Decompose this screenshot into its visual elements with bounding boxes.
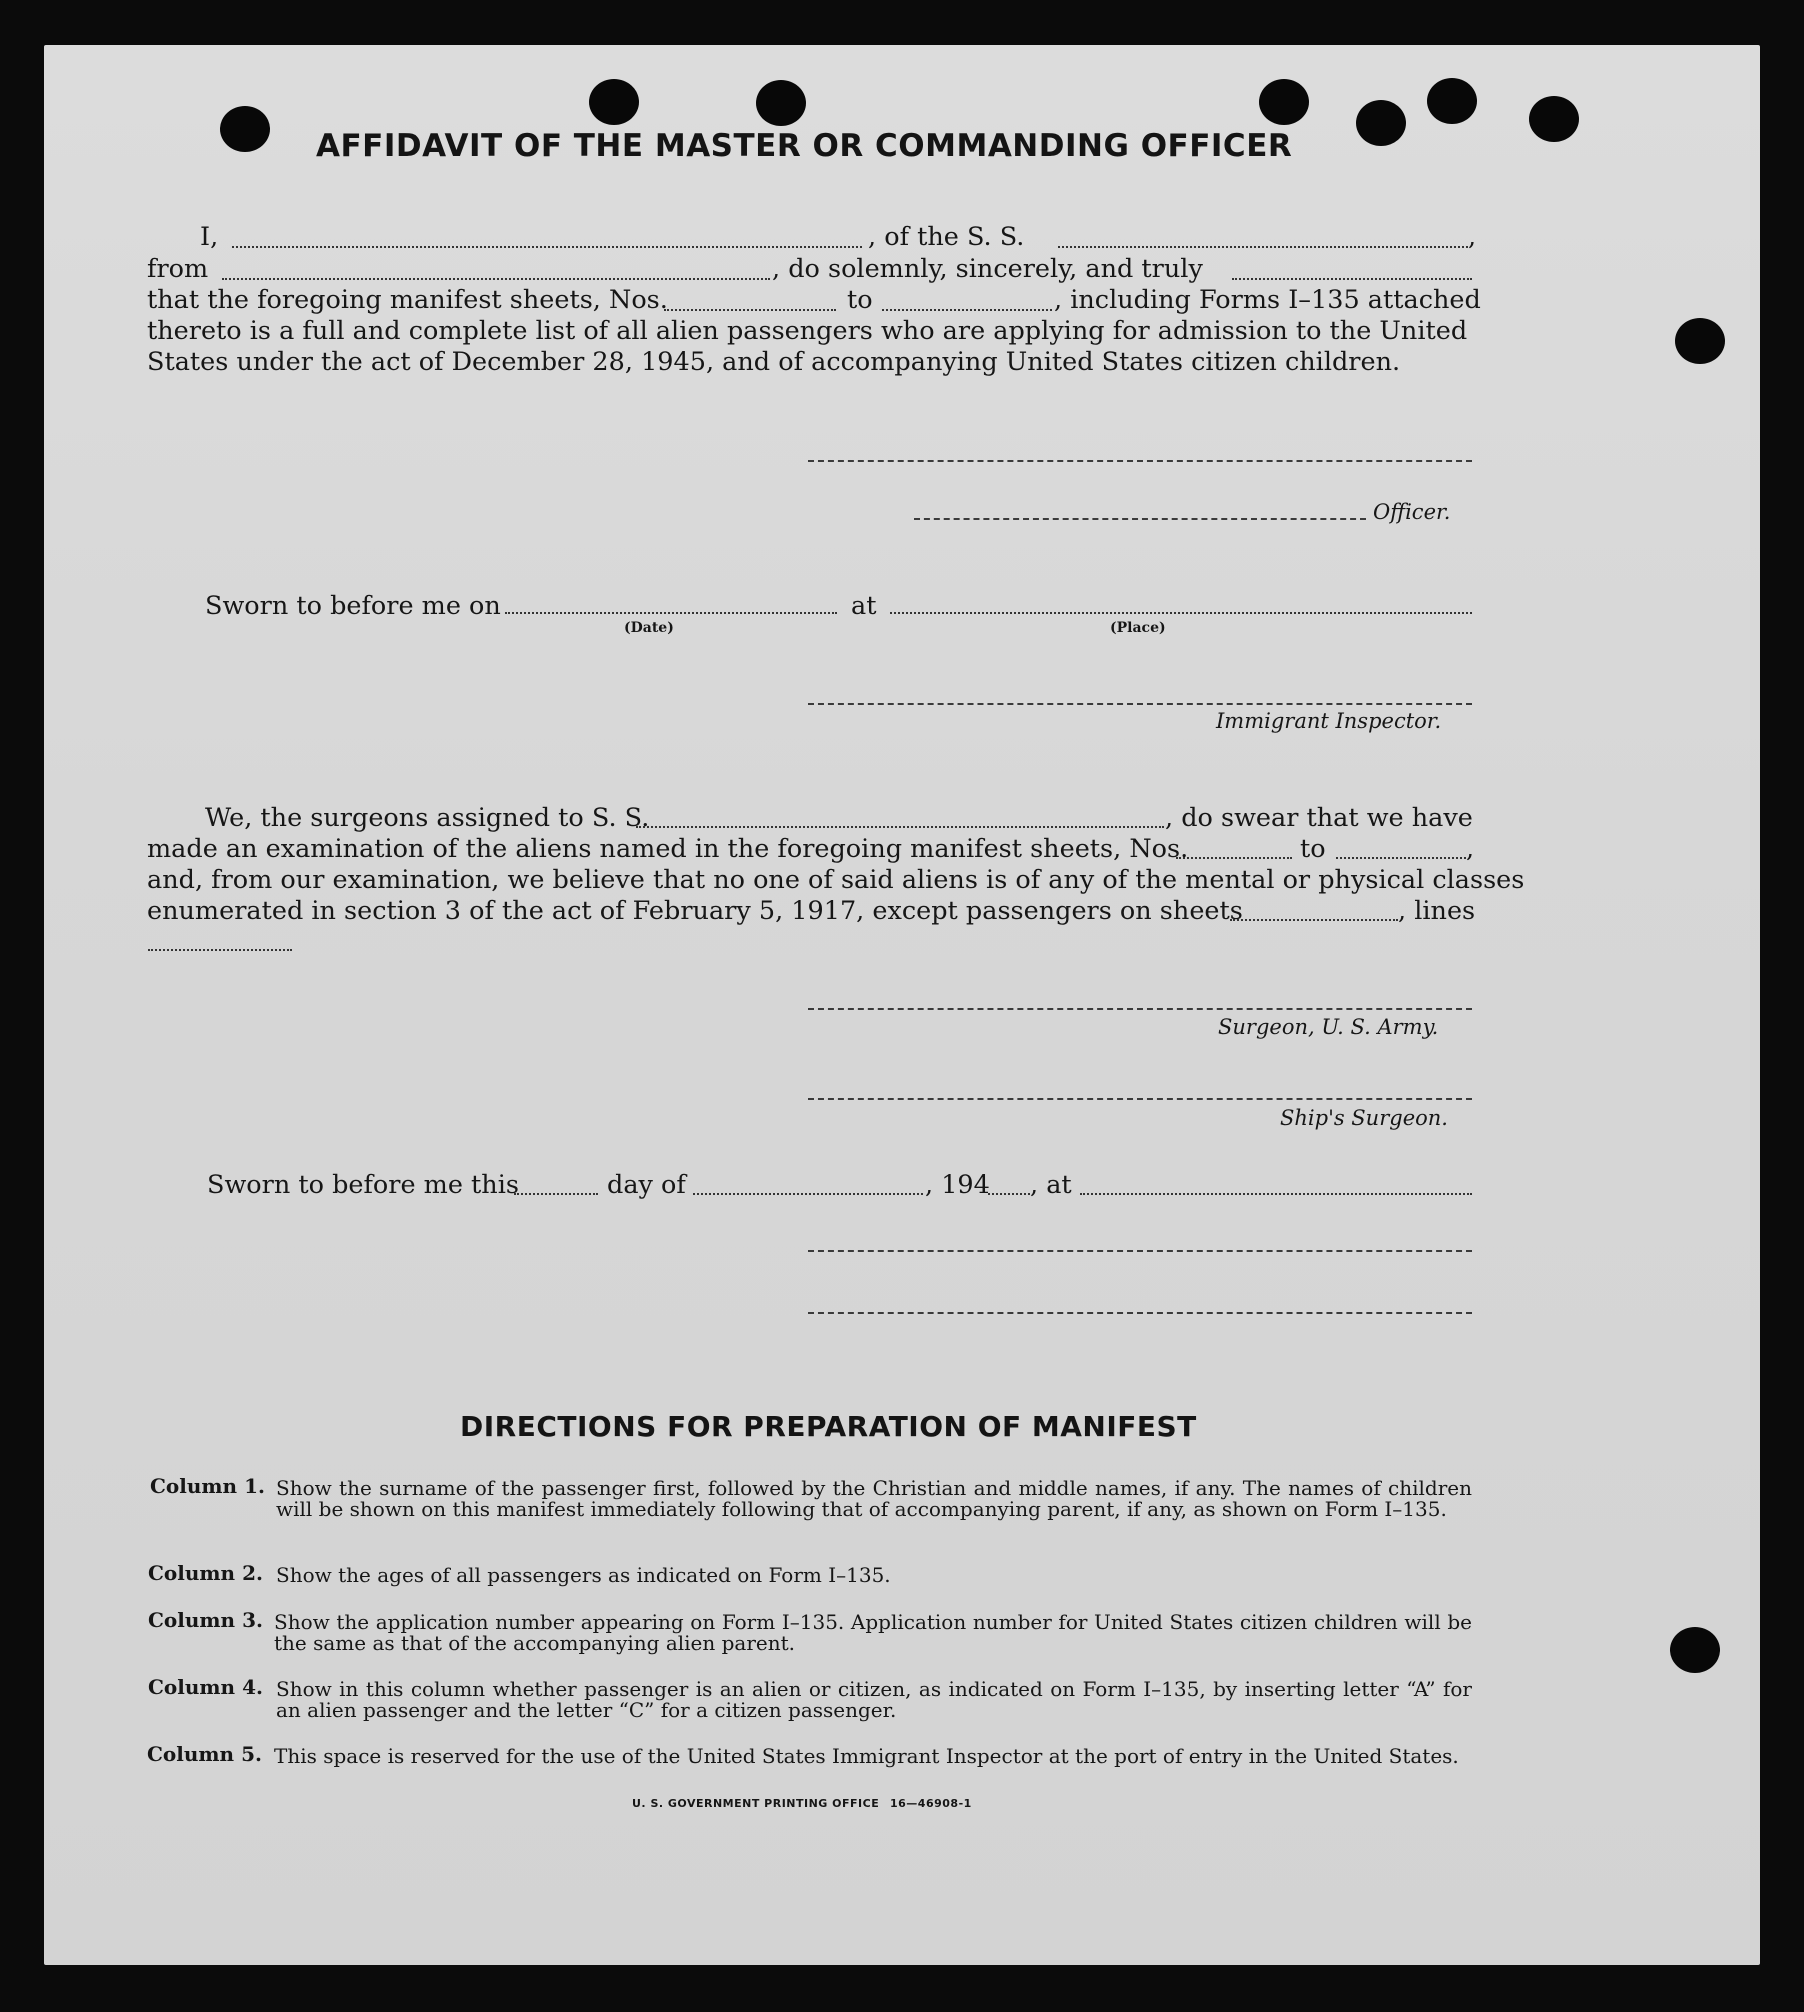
except-lines-field[interactable]: [148, 949, 292, 951]
place-label: (Place): [1110, 620, 1166, 636]
punch-hole: [1356, 100, 1406, 146]
directions-title: DIRECTIONS FOR PREPARATION OF MANIFEST: [460, 1410, 1197, 1443]
officer-label: Officer.: [1373, 500, 1451, 524]
punch-hole: [220, 106, 270, 152]
sworn-text: , at: [1030, 1170, 1072, 1200]
punch-hole: [1259, 79, 1309, 125]
affidavit-text: , of the S. S.: [868, 222, 1025, 252]
affidavit-text: I,: [200, 222, 219, 252]
surgeons-text: and, from our examination, we believe that no one of said aliens is of any of the mental or physical classes: [147, 865, 1525, 895]
army-surgeon-signature-line[interactable]: [808, 1008, 1472, 1010]
sworn-text: Sworn to before me on: [205, 591, 501, 621]
oath-field[interactable]: [1232, 278, 1472, 280]
surgeons-text: We, the surgeons assigned to S. S.: [205, 803, 650, 833]
affidavit-text: , including Forms I–135 attached: [1054, 285, 1481, 315]
printing-office: U. S. GOVERNMENT PRINTING OFFICE: [632, 1797, 880, 1810]
punch-hole: [1427, 78, 1477, 124]
column-1-label: Column 1.: [150, 1474, 265, 1498]
affidavit-title: AFFIDAVIT OF THE MASTER OR COMMANDING OFFICER: [316, 128, 1293, 164]
sworn-text: Sworn to before me this: [207, 1170, 519, 1200]
sheets-to-field[interactable]: [882, 309, 1052, 311]
affidavit-text: ,: [1468, 222, 1477, 252]
sworn-place-field[interactable]: [890, 612, 1472, 614]
affidavit-text: from: [147, 254, 209, 284]
signature-line[interactable]: [808, 1312, 1472, 1314]
affidavit-text: , do solemnly, sincerely, and truly: [772, 254, 1203, 284]
column-4-text: Show in this column whether passenger is an alien or citizen, as indicated on Form I–135, by inserting letter “A” for an alien passenger and the letter “C” for a citizen passenger.: [276, 1677, 1472, 1722]
surgeons-text: , do swear that we have: [1165, 803, 1473, 833]
punch-hole: [1670, 1627, 1720, 1673]
affidavit-text: thereto is a full and complete list of all alien passengers who are applying for admission to the United: [147, 316, 1468, 346]
surgeon-ship-field[interactable]: [636, 826, 1164, 828]
inspector-signature-line[interactable]: [808, 703, 1472, 705]
inspector-label: Immigrant Inspector.: [1216, 709, 1442, 733]
column-5-label: Column 5.: [147, 1742, 262, 1766]
affidavit-text: that the foregoing manifest sheets, Nos.: [147, 285, 668, 315]
date-label: (Date): [624, 620, 674, 636]
form-code: 16—46908-1: [890, 1797, 972, 1810]
departure-port-field[interactable]: [222, 278, 770, 280]
sworn-text: at: [851, 591, 877, 621]
surgeons-text: enumerated in section 3 of the act of February 5, 1917, except passengers on sheets: [147, 896, 1243, 926]
except-sheets-field[interactable]: [1230, 919, 1398, 921]
column-2-label: Column 2.: [148, 1561, 263, 1585]
officer-signature-line[interactable]: [808, 460, 1472, 462]
sworn-at-field[interactable]: [1080, 1193, 1472, 1195]
sworn-date-field[interactable]: [505, 612, 837, 614]
army-surgeon-label: Surgeon, U. S. Army.: [1218, 1015, 1439, 1039]
column-1-text: Show the surname of the passenger first, followed by the Christian and middle names, if any. The names of children will be shown on this manifest immediately following that of accompanying parent, if any, as shown on Form I–135.: [276, 1476, 1472, 1521]
sworn-day-field[interactable]: [514, 1193, 598, 1195]
signature-line[interactable]: [808, 1250, 1472, 1252]
officer-title-line[interactable]: [914, 518, 1366, 520]
punch-hole: [589, 79, 639, 125]
punch-hole: [1675, 318, 1725, 364]
affidavit-text: States under the act of December 28, 1945, and of accompanying United States citizen children.: [147, 347, 1401, 377]
punch-hole: [1529, 96, 1579, 142]
sheets-from-field[interactable]: [664, 309, 836, 311]
exam-sheets-to-field[interactable]: [1336, 857, 1466, 859]
punch-hole: [756, 80, 806, 126]
sworn-month-field[interactable]: [693, 1193, 923, 1195]
column-3-text: Show the application number appearing on Form I–135. Application number for United States citizen children will be the same as that of the accompanying alien parent.: [274, 1610, 1472, 1655]
sworn-text: , 194: [925, 1170, 990, 1200]
surgeons-text: ,: [1466, 834, 1475, 864]
column-3-label: Column 3.: [148, 1608, 263, 1632]
surgeons-text: , lines: [1398, 896, 1476, 926]
ship-name-field[interactable]: [1058, 246, 1468, 248]
surgeons-text: made an examination of the aliens named in the foregoing manifest sheets, Nos.: [147, 834, 1189, 864]
master-name-field[interactable]: [232, 246, 862, 248]
ship-surgeon-signature-line[interactable]: [808, 1098, 1472, 1100]
surgeons-text: to: [1300, 834, 1326, 864]
column-5-text: This space is reserved for the use of the United States Immigrant Inspector at the port of entry in the United States.: [274, 1744, 1459, 1768]
column-2-text: Show the ages of all passengers as indicated on Form I–135.: [276, 1563, 891, 1587]
exam-sheets-from-field[interactable]: [1176, 857, 1292, 859]
column-4-label: Column 4.: [148, 1675, 263, 1699]
sworn-year-field[interactable]: [988, 1193, 1030, 1195]
ship-surgeon-label: Ship's Surgeon.: [1280, 1106, 1448, 1130]
affidavit-text: to: [847, 285, 873, 315]
sworn-text: day of: [607, 1170, 686, 1200]
